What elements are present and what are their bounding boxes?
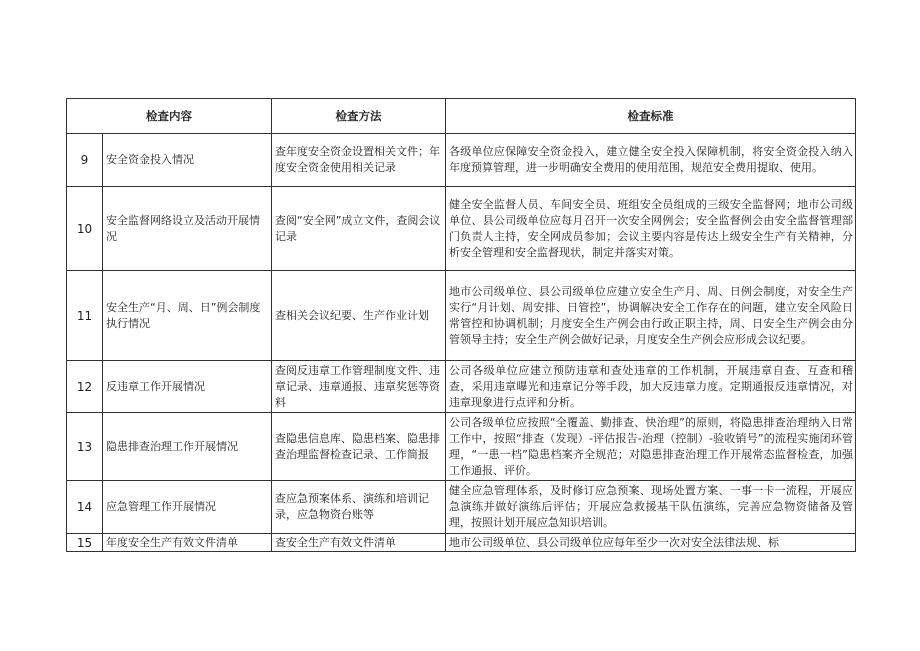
row-content: 安全生产“月、周、日”例会制度执行情况 bbox=[103, 271, 272, 361]
row-content: 年度安全生产有效文件清单 bbox=[103, 534, 272, 552]
table-row bbox=[67, 481, 856, 534]
table-row bbox=[67, 413, 856, 481]
table-header-row bbox=[67, 99, 856, 134]
row-standard: 健全安全监督人员、车间安全员、班组安全员组成的三级安全监督网；地市公司级单位、县公司级单位应每月召开一次安全网例会；安全监督例会由安全监督管理部门负责人主持，安全网成员参加；会议主要内容是传达上级安全生产有关精神，分析安全管理和安全监督现状，制定并落实对策。 bbox=[446, 187, 856, 271]
row-method: 查相关会议纪要、生产作业计划 bbox=[272, 271, 446, 361]
row-method: 查安全生产有效文件清单 bbox=[272, 534, 446, 552]
row-number: 12 bbox=[67, 361, 103, 413]
table-row bbox=[67, 361, 856, 413]
table-row bbox=[67, 271, 856, 361]
row-content: 安全监督网络设立及活动开展情况 bbox=[103, 187, 272, 271]
row-method: 查阅反违章工作管理制度文件、违章记录、违章通报、违章奖惩等资料 bbox=[272, 361, 446, 413]
header-standard: 检查标准 bbox=[446, 99, 856, 134]
table-row bbox=[67, 187, 856, 271]
row-number: 11 bbox=[67, 271, 103, 361]
row-content: 安全资金投入情况 bbox=[103, 134, 272, 187]
row-number: 9 bbox=[67, 134, 103, 187]
row-content: 隐患排查治理工作开展情况 bbox=[103, 413, 272, 481]
row-standard: 地市公司级单位、县公司级单位应建立安全生产月、周、日例会制度，对安全生产实行“月计划、周安排、日管控”，协调解决安全工作存在的问题，建立安全风险日常管控和协调机制；月度安全生产例会由行政正职主持，周、日安全生产例会由分管领导主持；安全生产例会做好记录，月度安全生产例会应形成会议纪要。 bbox=[446, 271, 856, 361]
row-number: 10 bbox=[67, 187, 103, 271]
table-row bbox=[67, 534, 856, 552]
row-method: 查年度安全资金设置相关文件；年度安全资金使用相关记录 bbox=[272, 134, 446, 187]
row-method: 查阅“安全网”成立文件，查阅会议记录 bbox=[272, 187, 446, 271]
inspection-table bbox=[66, 98, 856, 552]
row-standard: 各级单位应保障安全资金投入，建立健全安全投入保障机制，将安全资金投入纳入年度预算管理，进一步明确安全费用的使用范围，规范安全费用提取、使用。 bbox=[446, 134, 856, 187]
row-standard: 地市公司级单位、县公司级单位应每年至少一次对安全法律法规、标 bbox=[446, 534, 856, 552]
row-standard: 公司各级单位应建立预防违章和查处违章的工作机制，开展违章自查、互查和稽查，采用违章曝光和违章记分等手段，加大反违章力度。定期通报反违章情况，对违章现象进行点评和分析。 bbox=[446, 361, 856, 413]
row-content: 反违章工作开展情况 bbox=[103, 361, 272, 413]
table-row bbox=[67, 134, 856, 187]
row-number: 15 bbox=[67, 534, 103, 552]
row-number: 13 bbox=[67, 413, 103, 481]
row-content: 应急管理工作开展情况 bbox=[103, 481, 272, 534]
row-number: 14 bbox=[67, 481, 103, 534]
header-method: 检查方法 bbox=[272, 99, 446, 134]
row-standard: 健全应急管理体系，及时修订应急预案、现场处置方案、一事一卡一流程，开展应急演练并做好演练后评估；开展应急救援基干队伍演练，完善应急物资储备及管理，按照计划开展应急知识培训。 bbox=[446, 481, 856, 534]
row-method: 查隐患信息库、隐患档案、隐患排查治理监督检查记录、工作简报 bbox=[272, 413, 446, 481]
row-method: 查应急预案体系、演练和培训记录，应急物资台账等 bbox=[272, 481, 446, 534]
header-content: 检查内容 bbox=[67, 99, 272, 134]
row-standard: 公司各级单位应按照“全覆盖、勤排查、快治理”的原则，将隐患排查治理纳入日常工作中，按照“排查（发现）-评估报告-治理（控制）-验收销号”的流程实施闭环管理，“一患一档”隐患档案齐全规范；对隐患排查治理工作开展常态监督检查，加强工作通报、评价。 bbox=[446, 413, 856, 481]
